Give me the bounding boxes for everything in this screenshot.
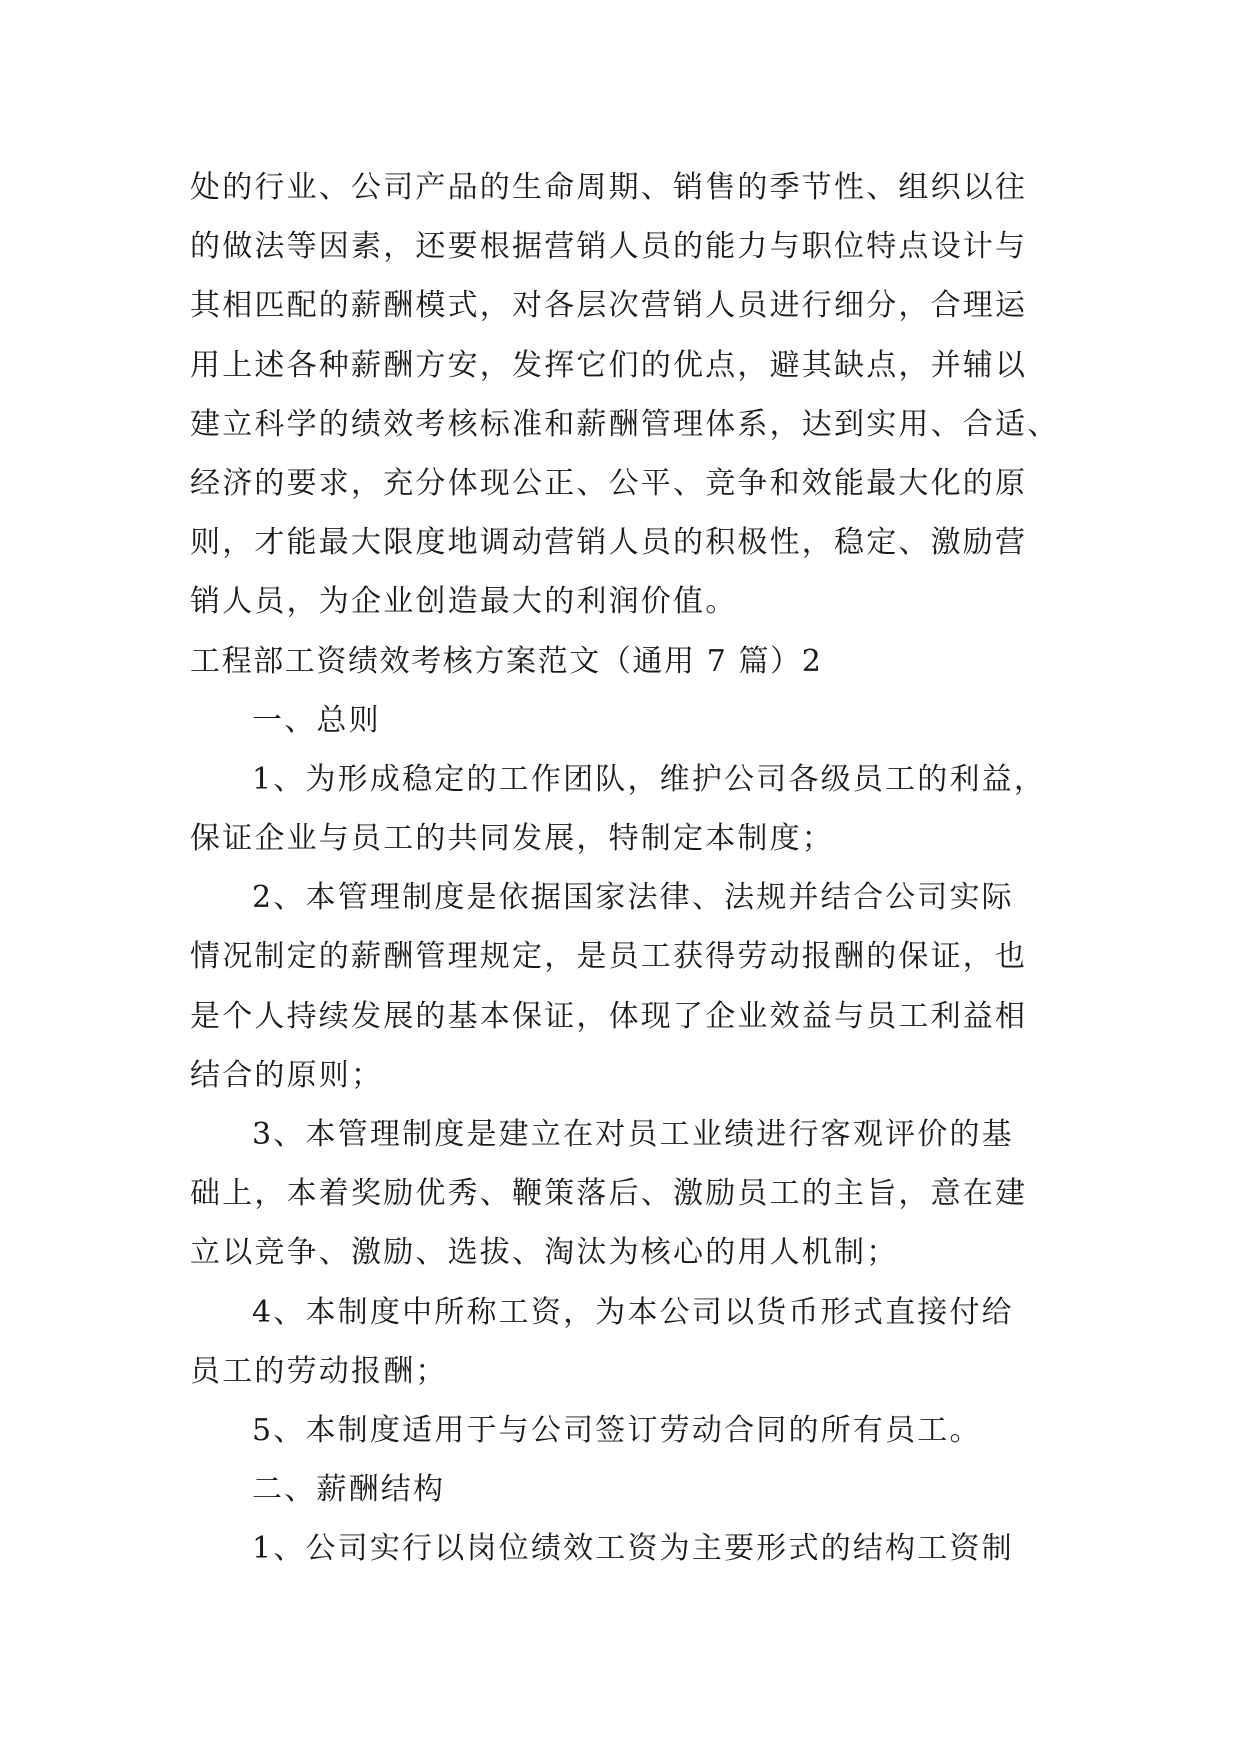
- paragraph-line: 用上述各种薪酬方安，发挥它们的优点，避其缺点，并辅以: [190, 347, 1028, 383]
- paragraph-line: 经济的要求，充分体现公正、公平、竞争和效能最大化的原: [190, 465, 1028, 501]
- paragraph-line: 5、本制度适用于与公司签订劳动合同的所有员工。: [252, 1412, 982, 1448]
- paragraph-line: 1、为形成稳定的工作团队，维护公司各级员工的利益，: [252, 761, 1047, 797]
- paragraph-line: 则，才能最大限度地调动营销人员的积极性，稳定、激励营: [190, 525, 1028, 561]
- paragraph-line: 2、本管理制度是依据国家法律、法规并结合公司实际: [252, 880, 1014, 916]
- paragraph-line: 结合的原则；: [190, 1057, 384, 1093]
- document-body: [190, 158, 1070, 1579]
- paragraph-line: 3、本管理制度是建立在对员工业绩进行客观评价的基: [252, 1117, 1014, 1152]
- paragraph-line: 是个人持续发展的基本保证，体现了企业效益与员工利益相: [190, 998, 1028, 1034]
- paragraph-line: 建立科学的绩效考核标准和薪酬管理体系，达到实用、合适、: [190, 406, 1060, 442]
- paragraph-line: 4、本制度中所称工资，为本公司以货币形式直接付给: [252, 1294, 1014, 1330]
- paragraph-line: 保证企业与员工的共同发展，特制定本制度；: [190, 821, 834, 857]
- paragraph-line: 销人员，为企业创造最大的利润价值。: [190, 584, 738, 620]
- paragraph-line: 础上，本着奖励优秀、鞭策落后、激励员工的主旨，意在建: [190, 1176, 1028, 1212]
- chapter-heading: 一、总则: [252, 702, 381, 738]
- paragraph-line: 的做法等因素，还要根据营销人员的能力与职位特点设计与: [190, 229, 1028, 265]
- paragraph-line: 处的行业、公司产品的生命周期、销售的季节性、组织以往: [190, 170, 1028, 205]
- paragraph-line: 立以竞争、激励、选拔、淘汰为核心的用人机制；: [190, 1235, 899, 1271]
- paragraph-line: 员工的劳动报酬；: [190, 1353, 448, 1389]
- paragraph-line: 情况制定的薪酬管理规定，是员工获得劳动报酬的保证，也: [190, 939, 1028, 975]
- paragraph-line: 其相匹配的薪酬模式，对各层次营销人员进行细分，合理运: [190, 288, 1028, 324]
- paragraph-line: 1、公司实行以岗位绩效工资为主要形式的结构工资制: [252, 1531, 1014, 1567]
- section-title: 工程部工资绩效考核方案范文（通用 7 篇）2: [190, 643, 823, 679]
- chapter-heading: 二、薪酬结构: [252, 1472, 446, 1508]
